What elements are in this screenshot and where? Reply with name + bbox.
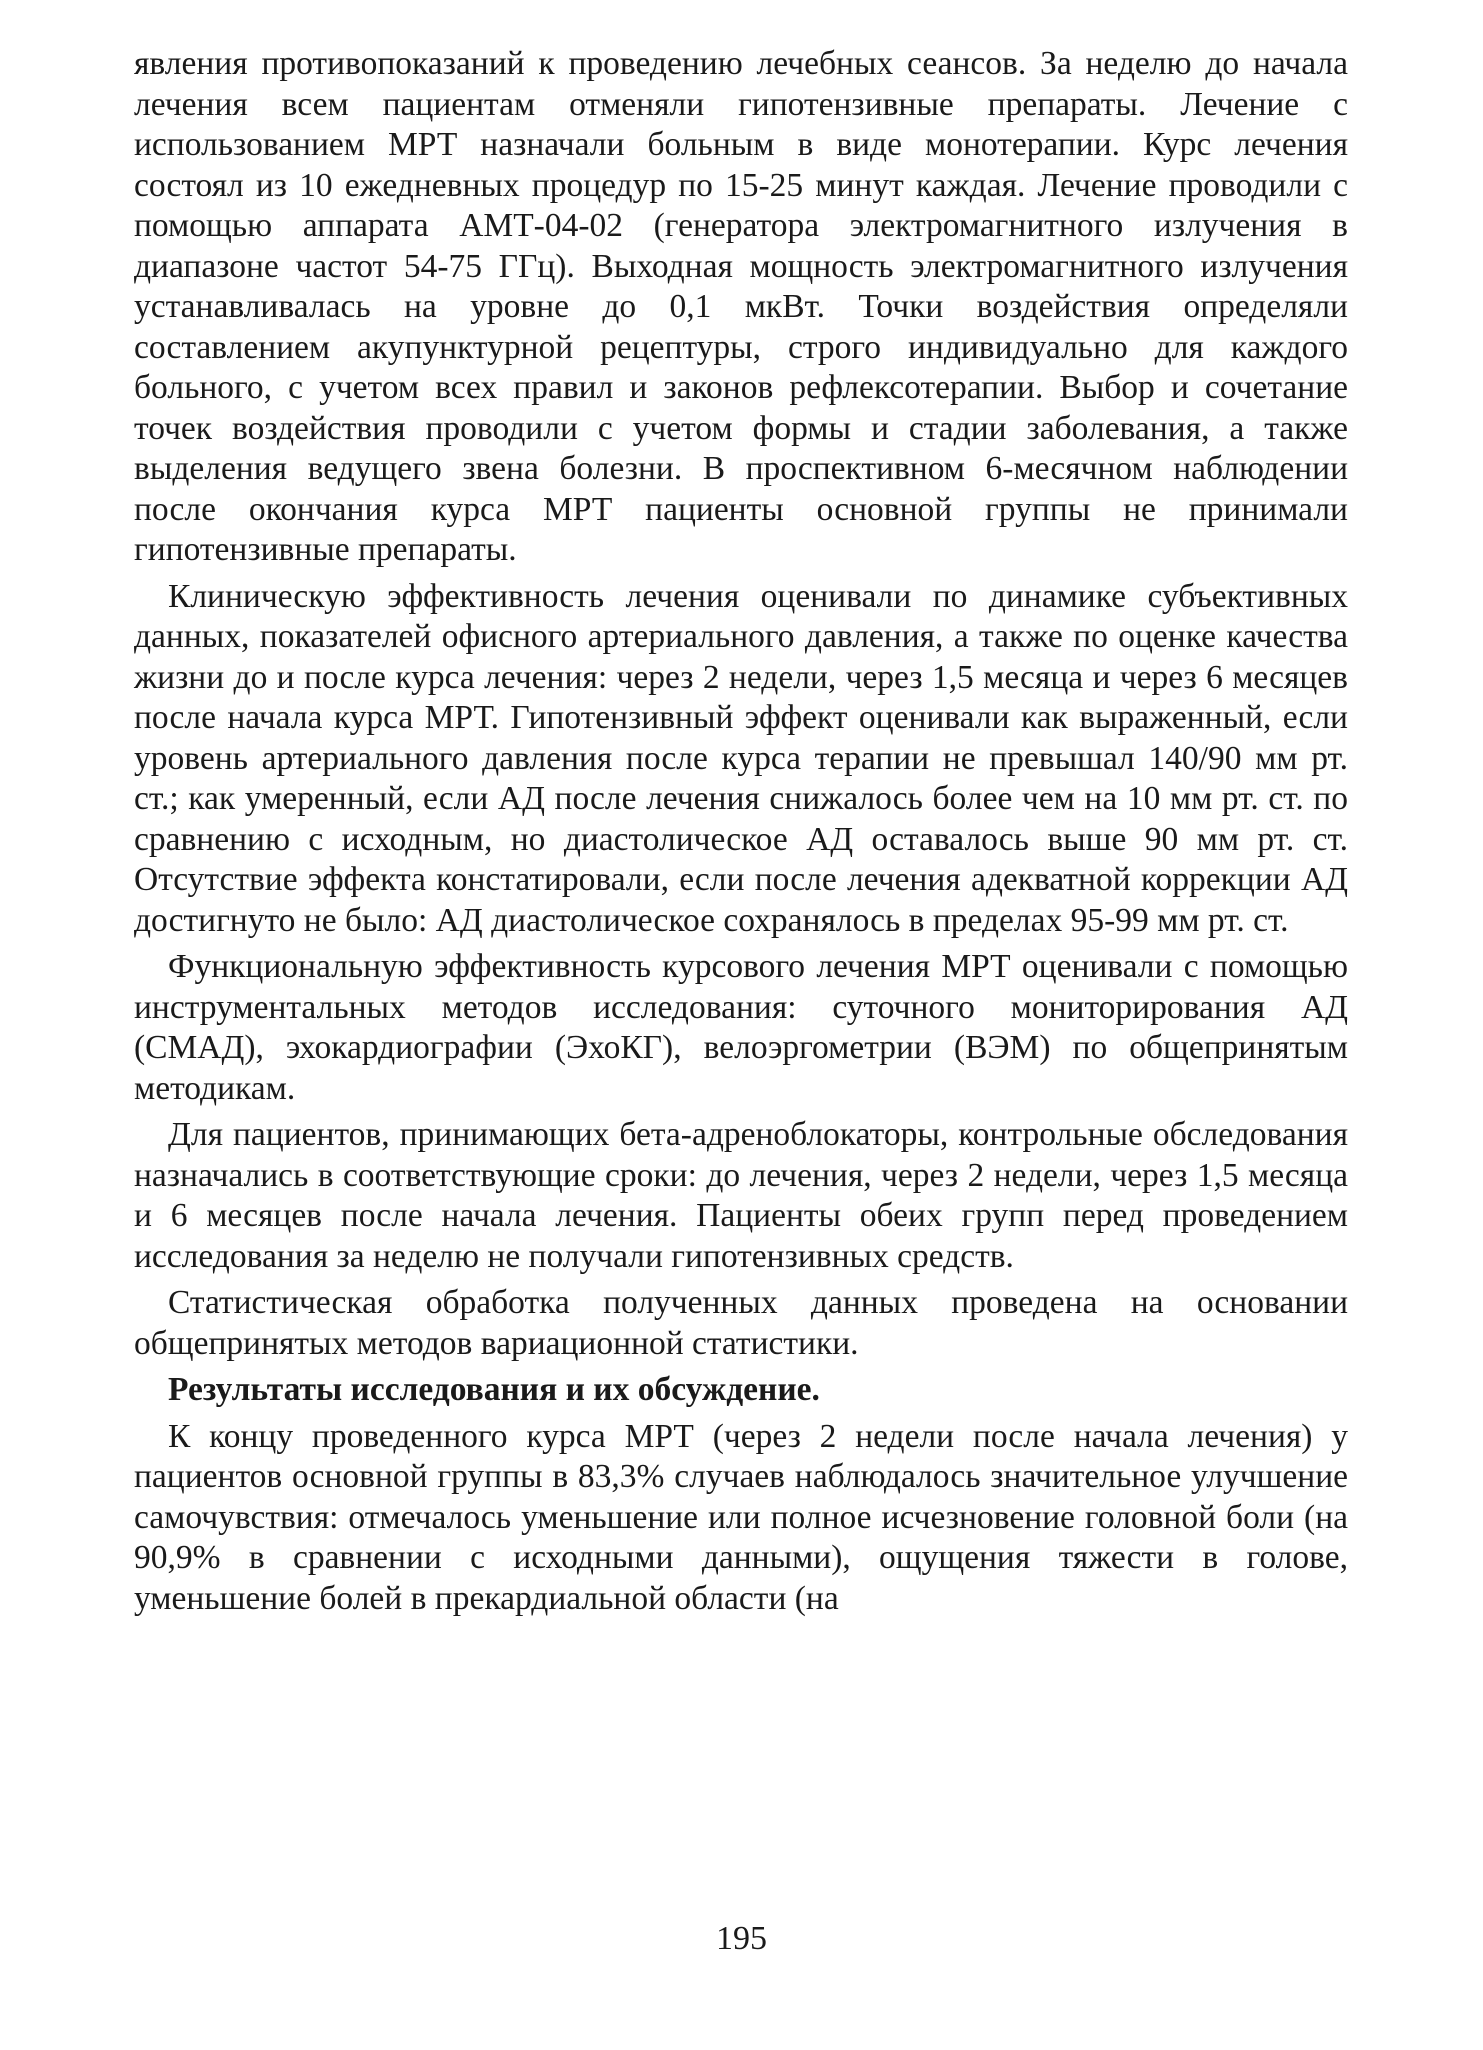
paragraph-beta-blockers: Для пациентов, принимающих бета-адреноблокаторы, контрольные обследования назначались в соответствующие сроки: до лечения, через 2 недели, через 1,5 месяца и 6 месяцев после начала лечения. Пациенты обеих групп перед проведением исследования за неделю не получали гипотензивных средств. <box>134 1116 1348 1275</box>
section-heading-results: Результаты исследования и их обсуждение. <box>168 1371 820 1408</box>
paragraph-functional-efficacy: Функциональную эффективность курсового лечения МРТ оценивали с помощью инструментальных методов исследования: суточного мониторирования АД (СМАД), эхокардиографии (ЭхоКГ), велоэргометрии (ВЭМ) по общепринятым методикам. <box>134 948 1348 1107</box>
page-number: 195 <box>716 1920 767 1957</box>
paragraph-clinical-efficacy: Клиническую эффективность лечения оценивали по динамике субъективных данных, показателей офисного артериального давления, а также по оценке качества жизни до и после курса лечения: через 2 недели, через 1,5 месяца и через 6 месяцев после начала курса МРТ. Гипотензивный эффект оценивали как выраженный, если уровень артериального давления после курса терапии не превышал 140/90 мм рт. ст.; как умеренный, если АД после лечения снижалось более чем на 10 мм рт. ст. по сравнению с исходным, но диастолическое АД оставалось выше 90 мм рт. ст. Отсутствие эффекта констатировали, если после лечения адекватной коррекции АД достигнуто не было: АД диастолическое сохранялось в пределах 95-99 мм рт. ст. <box>134 577 1348 939</box>
paragraph-methods-continued: явления противопоказаний к проведению лечебных сеансов. За неделю до начала лечения всем пациентам отменяли гипотензивные препараты. Лечение с использованием МРТ назначали больным в виде монотерапии. Курс лечения состоял из 10 ежедневных процедур по 15-25 минут каждая. Лечение проводили с помощью аппарата АМТ-04-02 (генератора электромагнитного излучения в диапазоне частот 54-75 ГГц). Выходная мощность электромагнитного излучения устанавливалась на уровне до 0,1 мкВт. Точки воздействия определяли составлением акупунктурной рецептуры, строго индивидуально для каждого больного, с учетом всех правил и законов рефлексотерапии. Выбор и сочетание точек воздействия проводили с учетом формы и стадии заболевания, а также выделения ведущего звена болезни. В проспективном 6-месячном наблюдении после окончания курса МРТ пациенты основной группы не принимали гипотензивные препараты. <box>134 45 1348 568</box>
document-page <box>134 44 1348 1625</box>
paragraph-results: К концу проведенного курса МРТ (через 2 недели после начала лечения) у пациентов основной группы в 83,3% случаев наблюдалось значительное улучшение самочувствия: отмечалось уменьшение или полное исчезновение головной боли (на 90,9% в сравнении с исходными данными), ощущения тяжести в голове, уменьшение болей в прекардиальной области (на <box>134 1417 1348 1617</box>
paragraph-statistics: Статистическая обработка полученных данных проведена на основании общепринятых методов вариационной статистики. <box>134 1284 1348 1362</box>
